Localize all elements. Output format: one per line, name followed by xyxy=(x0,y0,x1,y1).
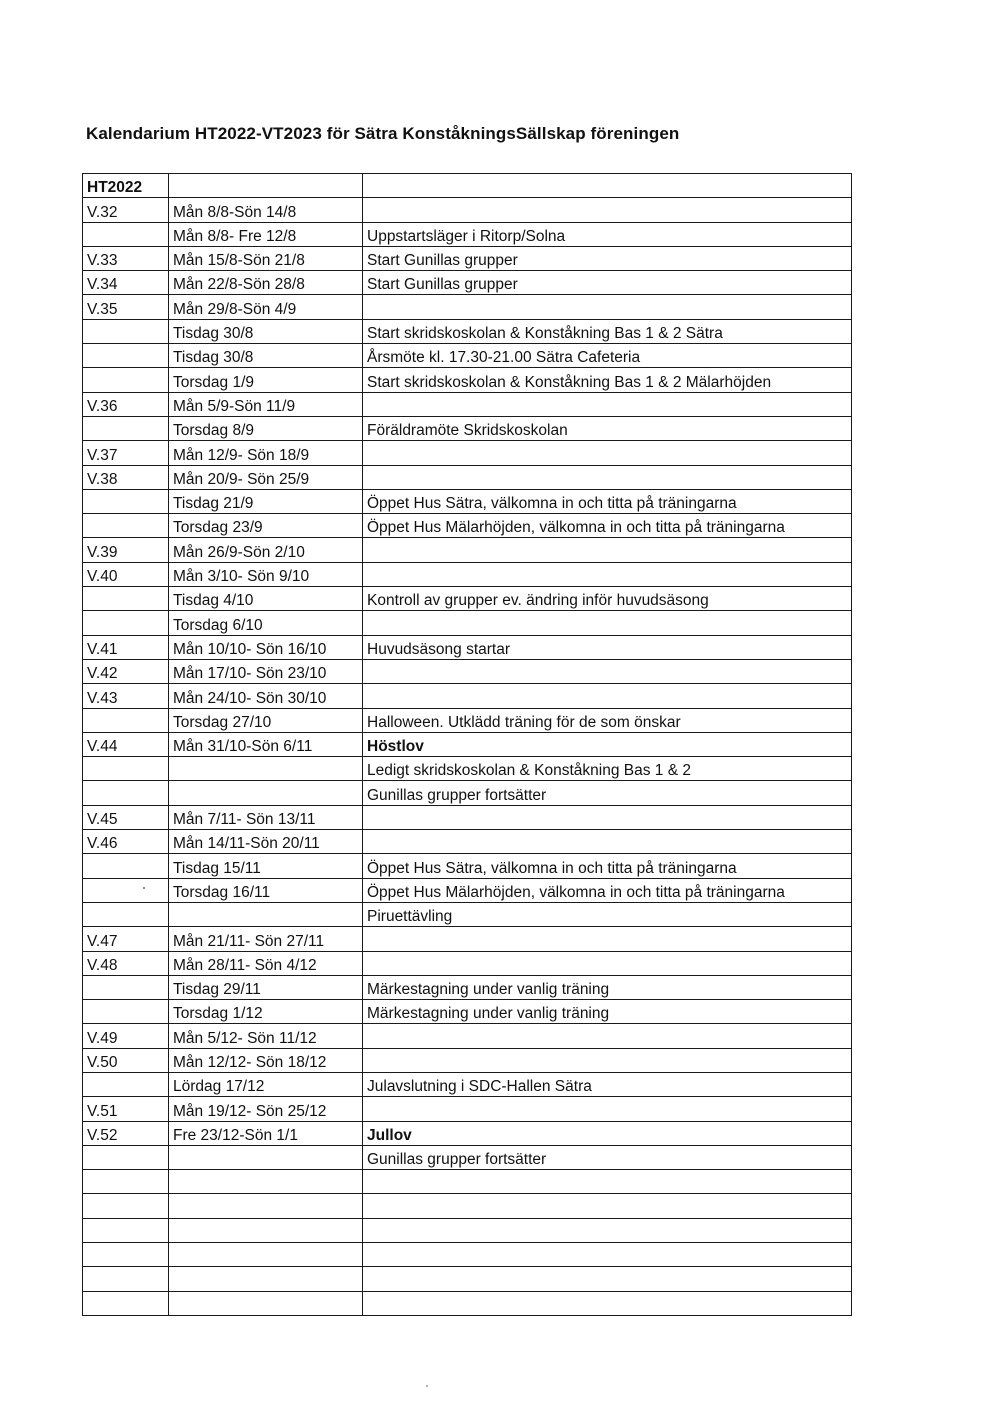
table-row xyxy=(83,1097,852,1121)
week-cell xyxy=(83,854,169,878)
date-cell: Torsdag 27/10 xyxy=(169,708,363,732)
table-row xyxy=(83,392,852,416)
table-row xyxy=(83,295,852,319)
week-cell: V.46 xyxy=(83,830,169,854)
event-cell xyxy=(363,830,852,854)
week-cell xyxy=(83,902,169,926)
table-row xyxy=(83,587,852,611)
table-row xyxy=(83,1267,852,1291)
week-cell: V.50 xyxy=(83,1048,169,1072)
table-row xyxy=(83,684,852,708)
date-cell: Lördag 17/12 xyxy=(169,1072,363,1096)
calendar-body xyxy=(83,174,852,1316)
event-cell xyxy=(363,927,852,951)
event-cell xyxy=(363,174,852,198)
date-cell: Mån 29/8-Sön 4/9 xyxy=(169,295,363,319)
table-row xyxy=(83,902,852,926)
week-cell: V.47 xyxy=(83,927,169,951)
date-cell: Mån 24/10- Sön 30/10 xyxy=(169,684,363,708)
date-cell: Mån 14/11-Sön 20/11 xyxy=(169,830,363,854)
event-cell xyxy=(363,295,852,319)
week-cell xyxy=(83,1072,169,1096)
event-cell: Julavslutning i SDC-Hallen Sätra xyxy=(363,1072,852,1096)
date-cell: Mån 31/10-Sön 6/11 xyxy=(169,732,363,756)
scan-speck xyxy=(426,1385,428,1387)
event-cell: Märkestagning under vanlig träning xyxy=(363,975,852,999)
week-cell: V.38 xyxy=(83,465,169,489)
table-row xyxy=(83,174,852,198)
week-cell xyxy=(83,344,169,368)
week-cell: V.49 xyxy=(83,1024,169,1048)
week-cell: V.33 xyxy=(83,246,169,270)
week-cell xyxy=(83,1170,169,1194)
table-row xyxy=(83,951,852,975)
table-row xyxy=(83,319,852,343)
event-cell: Kontroll av grupper ev. ändring inför huvudsäsong xyxy=(363,587,852,611)
week-cell xyxy=(83,878,169,902)
event-cell: Föräldramöte Skridskoskolan xyxy=(363,416,852,440)
event-cell: Piruettävling xyxy=(363,902,852,926)
week-cell: V.32 xyxy=(83,198,169,222)
week-cell: V.43 xyxy=(83,684,169,708)
event-cell xyxy=(363,805,852,829)
week-cell xyxy=(83,1145,169,1169)
event-cell: Halloween. Utklädd träning för de som önskar xyxy=(363,708,852,732)
week-cell xyxy=(83,611,169,635)
table-row xyxy=(83,246,852,270)
table-row xyxy=(83,805,852,829)
table-row xyxy=(83,975,852,999)
date-cell: Mån 3/10- Sön 9/10 xyxy=(169,562,363,586)
date-cell xyxy=(169,174,363,198)
event-cell: Öppet Hus Mälarhöjden, välkomna in och titta på träningarna xyxy=(363,514,852,538)
date-cell: Mån 28/11- Sön 4/12 xyxy=(169,951,363,975)
table-row xyxy=(83,830,852,854)
calendar-table xyxy=(82,173,852,1316)
date-cell xyxy=(169,1145,363,1169)
event-cell: Huvudsäsong startar xyxy=(363,635,852,659)
date-cell xyxy=(169,1291,363,1315)
date-cell: Tisdag 29/11 xyxy=(169,975,363,999)
event-cell xyxy=(363,1243,852,1267)
table-row xyxy=(83,198,852,222)
event-cell: Start skridskoskolan & Konståkning Bas 1 & 2 Sätra xyxy=(363,319,852,343)
event-cell xyxy=(363,392,852,416)
date-cell: Torsdag 1/9 xyxy=(169,368,363,392)
date-cell: Mån 19/12- Sön 25/12 xyxy=(169,1097,363,1121)
event-cell: Start Gunillas grupper xyxy=(363,271,852,295)
event-cell: Start skridskoskolan & Konståkning Bas 1 & 2 Mälarhöjden xyxy=(363,368,852,392)
week-cell: V.44 xyxy=(83,732,169,756)
table-row xyxy=(83,781,852,805)
date-cell: Tisdag 30/8 xyxy=(169,319,363,343)
week-cell xyxy=(83,1218,169,1242)
event-cell xyxy=(363,1194,852,1218)
event-cell xyxy=(363,562,852,586)
table-row xyxy=(83,489,852,513)
date-cell xyxy=(169,757,363,781)
event-cell xyxy=(363,1097,852,1121)
week-cell: V.39 xyxy=(83,538,169,562)
week-cell xyxy=(83,222,169,246)
table-row xyxy=(83,1072,852,1096)
date-cell: Mån 8/8-Sön 14/8 xyxy=(169,198,363,222)
week-cell: V.52 xyxy=(83,1121,169,1145)
date-cell: Torsdag 8/9 xyxy=(169,416,363,440)
date-cell: Mån 8/8- Fre 12/8 xyxy=(169,222,363,246)
date-cell: Torsdag 23/9 xyxy=(169,514,363,538)
event-cell: Jullov xyxy=(363,1121,852,1145)
event-cell: Ledigt skridskoskolan & Konståkning Bas 1 & 2 xyxy=(363,757,852,781)
week-cell: V.51 xyxy=(83,1097,169,1121)
table-row xyxy=(83,344,852,368)
table-row xyxy=(83,1243,852,1267)
week-cell xyxy=(83,1194,169,1218)
week-cell xyxy=(83,708,169,732)
event-cell xyxy=(363,659,852,683)
table-row xyxy=(83,927,852,951)
event-cell: Gunillas grupper fortsätter xyxy=(363,781,852,805)
week-cell xyxy=(83,368,169,392)
date-cell xyxy=(169,902,363,926)
table-row xyxy=(83,1000,852,1024)
table-row xyxy=(83,854,852,878)
event-cell xyxy=(363,538,852,562)
event-cell xyxy=(363,1291,852,1315)
date-cell: Mån 15/8-Sön 21/8 xyxy=(169,246,363,270)
event-cell: Årsmöte kl. 17.30-21.00 Sätra Cafeteria xyxy=(363,344,852,368)
week-cell xyxy=(83,319,169,343)
date-cell xyxy=(169,1267,363,1291)
table-row xyxy=(83,1121,852,1145)
table-row xyxy=(83,562,852,586)
table-row xyxy=(83,538,852,562)
event-cell xyxy=(363,1170,852,1194)
table-row xyxy=(83,732,852,756)
table-row xyxy=(83,1194,852,1218)
date-cell: Tisdag 21/9 xyxy=(169,489,363,513)
event-cell xyxy=(363,198,852,222)
table-row xyxy=(83,1048,852,1072)
event-cell: Märkestagning under vanlig träning xyxy=(363,1000,852,1024)
week-cell xyxy=(83,975,169,999)
date-cell: Mån 12/12- Sön 18/12 xyxy=(169,1048,363,1072)
document-title: Kalendarium HT2022-VT2023 för Sätra KonståkningsSällskap föreningen xyxy=(86,124,680,143)
date-cell: Mån 26/9-Sön 2/10 xyxy=(169,538,363,562)
week-cell: V.42 xyxy=(83,659,169,683)
week-cell: V.41 xyxy=(83,635,169,659)
event-cell xyxy=(363,1267,852,1291)
table-row xyxy=(83,465,852,489)
event-cell xyxy=(363,684,852,708)
week-cell: V.45 xyxy=(83,805,169,829)
date-cell xyxy=(169,1243,363,1267)
event-cell: Uppstartsläger i Ritorp/Solna xyxy=(363,222,852,246)
week-cell xyxy=(83,1000,169,1024)
week-cell xyxy=(83,514,169,538)
event-cell xyxy=(363,1218,852,1242)
event-cell: Öppet Hus Sätra, välkomna in och titta på träningarna xyxy=(363,854,852,878)
event-cell xyxy=(363,611,852,635)
date-cell: Torsdag 16/11 xyxy=(169,878,363,902)
event-cell xyxy=(363,441,852,465)
table-row xyxy=(83,1218,852,1242)
event-cell: Öppet Hus Mälarhöjden, välkomna in och titta på träningarna xyxy=(363,878,852,902)
event-cell: Öppet Hus Sätra, välkomna in och titta på träningarna xyxy=(363,489,852,513)
event-cell xyxy=(363,1048,852,1072)
table-row xyxy=(83,271,852,295)
event-cell xyxy=(363,465,852,489)
week-cell: V.37 xyxy=(83,441,169,465)
table-row xyxy=(83,635,852,659)
event-cell: Höstlov xyxy=(363,732,852,756)
event-cell xyxy=(363,1024,852,1048)
date-cell: Mån 7/11- Sön 13/11 xyxy=(169,805,363,829)
date-cell xyxy=(169,1194,363,1218)
week-cell xyxy=(83,757,169,781)
table-row xyxy=(83,878,852,902)
date-cell xyxy=(169,1218,363,1242)
event-cell: Start Gunillas grupper xyxy=(363,246,852,270)
table-row xyxy=(83,1024,852,1048)
date-cell: Tisdag 30/8 xyxy=(169,344,363,368)
date-cell xyxy=(169,781,363,805)
date-cell: Torsdag 6/10 xyxy=(169,611,363,635)
table-row xyxy=(83,1170,852,1194)
date-cell xyxy=(169,1170,363,1194)
event-cell: Gunillas grupper fortsätter xyxy=(363,1145,852,1169)
table-row xyxy=(83,368,852,392)
event-cell xyxy=(363,951,852,975)
week-cell: HT2022 xyxy=(83,174,169,198)
table-row xyxy=(83,1145,852,1169)
week-cell xyxy=(83,1267,169,1291)
date-cell: Mån 5/9-Sön 11/9 xyxy=(169,392,363,416)
date-cell: Mån 12/9- Sön 18/9 xyxy=(169,441,363,465)
table-row xyxy=(83,708,852,732)
week-cell xyxy=(83,587,169,611)
table-row xyxy=(83,757,852,781)
week-cell xyxy=(83,1291,169,1315)
week-cell xyxy=(83,1243,169,1267)
week-cell: V.36 xyxy=(83,392,169,416)
date-cell: Mån 20/9- Sön 25/9 xyxy=(169,465,363,489)
week-cell: V.40 xyxy=(83,562,169,586)
week-cell xyxy=(83,416,169,440)
date-cell: Mån 21/11- Sön 27/11 xyxy=(169,927,363,951)
date-cell: Torsdag 1/12 xyxy=(169,1000,363,1024)
table-row xyxy=(83,222,852,246)
date-cell: Mån 10/10- Sön 16/10 xyxy=(169,635,363,659)
date-cell: Fre 23/12-Sön 1/1 xyxy=(169,1121,363,1145)
table-row xyxy=(83,659,852,683)
table-row xyxy=(83,1291,852,1315)
date-cell: Tisdag 4/10 xyxy=(169,587,363,611)
scan-speck xyxy=(143,887,145,889)
table-row xyxy=(83,416,852,440)
week-cell: V.35 xyxy=(83,295,169,319)
date-cell: Tisdag 15/11 xyxy=(169,854,363,878)
date-cell: Mån 17/10- Sön 23/10 xyxy=(169,659,363,683)
week-cell xyxy=(83,489,169,513)
date-cell: Mån 5/12- Sön 11/12 xyxy=(169,1024,363,1048)
week-cell: V.48 xyxy=(83,951,169,975)
week-cell: V.34 xyxy=(83,271,169,295)
date-cell: Mån 22/8-Sön 28/8 xyxy=(169,271,363,295)
table-row xyxy=(83,514,852,538)
table-row xyxy=(83,441,852,465)
week-cell xyxy=(83,781,169,805)
table-row xyxy=(83,611,852,635)
